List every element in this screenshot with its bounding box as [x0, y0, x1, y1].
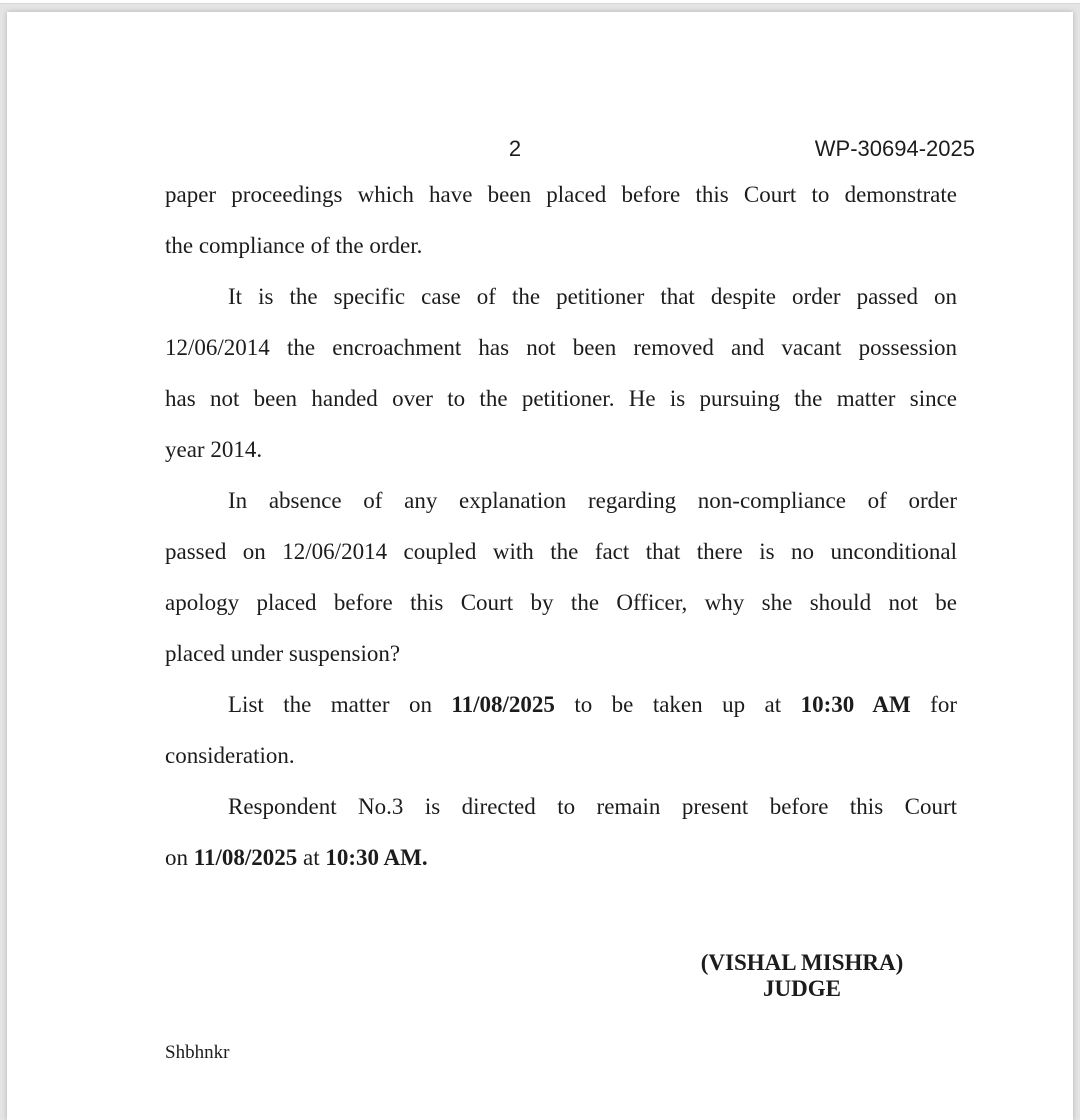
bold-date-text: 11/08/2025 — [193, 845, 298, 870]
body-text: consideration. — [165, 743, 295, 768]
document-line — [165, 475, 957, 526]
body-text: placed under suspension? — [165, 641, 401, 666]
body-text: year 2014. — [165, 437, 263, 462]
document-line — [165, 169, 957, 220]
body-text: paper proceedings which have been placed before this Court to demonstrate — [165, 182, 957, 207]
document-page — [7, 12, 1073, 1120]
document-line — [165, 628, 957, 679]
body-text: List the matter on — [228, 692, 452, 717]
document-line — [165, 322, 957, 373]
stenographer-initials: Shbhnkr — [165, 1042, 230, 1063]
body-text: In absence of any explanation regarding non-compliance of order — [228, 488, 957, 513]
body-text: apology placed before this Court by the Officer, why she should not be — [165, 590, 957, 615]
document-line — [165, 424, 957, 475]
judge-title: JUDGE — [763, 976, 841, 1001]
body-text: for — [910, 692, 957, 717]
body-text: at — [297, 845, 326, 870]
document-line — [165, 373, 957, 424]
document-line — [165, 220, 957, 271]
case-number: WP-30694-2025 — [814, 136, 975, 161]
body-text: It is the specific case of the petitioner that despite order passed on — [228, 284, 957, 309]
document-line — [165, 730, 957, 781]
viewer-top-edge — [0, 0, 1080, 4]
body-text: Respondent No.3 is directed to remain present before this Court — [228, 794, 957, 819]
page-number: 2 — [508, 136, 522, 161]
document-line — [165, 577, 957, 628]
document-line — [165, 781, 957, 832]
document-line — [165, 271, 957, 322]
bold-date-text: 10:30 AM. — [325, 845, 428, 870]
document-line — [165, 832, 957, 883]
document-line — [165, 679, 957, 730]
judge-name: (VISHAL MISHRA) — [700, 950, 904, 975]
body-text: has not been handed over to the petitioner. He is pursuing the matter since — [165, 386, 957, 411]
bold-date-text: 10:30 AM — [800, 692, 911, 717]
document-line — [165, 526, 957, 577]
body-text: 12/06/2014 the encroachment has not been removed and vacant possession — [165, 335, 957, 360]
order-text-body — [165, 169, 957, 883]
body-text: the compliance of the order. — [165, 233, 423, 258]
body-text: on — [165, 845, 194, 870]
body-text: to be taken up at — [554, 692, 801, 717]
bold-date-text: 11/08/2025 — [451, 692, 555, 717]
signature-block — [647, 950, 957, 1002]
body-text: passed on 12/06/2014 coupled with the fact that there is no unconditional — [165, 539, 957, 564]
